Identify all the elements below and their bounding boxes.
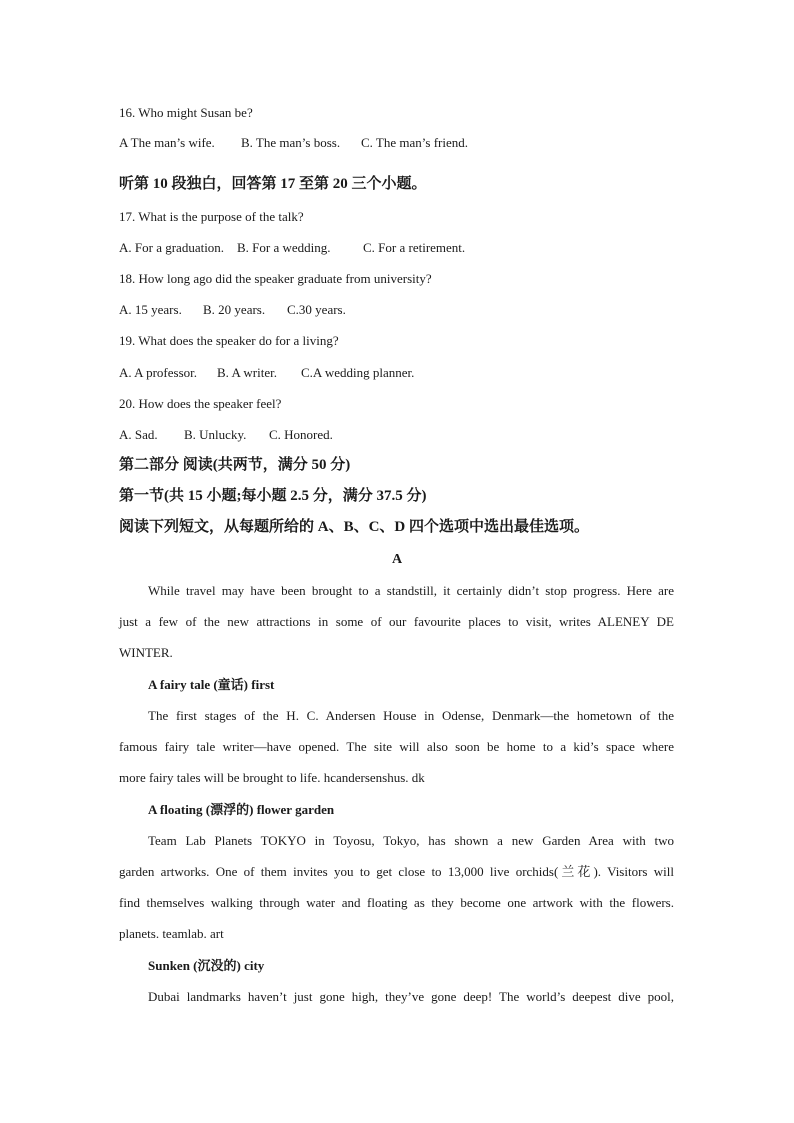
floating-line-1: Team Lab Planets TOKYO in Toyosu, Tokyo, has shown a new Garden Area with two (148, 833, 674, 848)
fairy-line-1: The first stages of the H. C. Andersen House in Odense, Denmark—the hometown of the (148, 708, 674, 723)
q19-options (119, 364, 674, 382)
reading-instruction: 阅读下列短文，从每题所给的 A、B、C、D 四个选项中选出最佳选项。 (119, 519, 590, 535)
section1-heading: 第一节(共 15 小题;每小题 2.5 分，满分 37.5 分) (119, 488, 427, 504)
fairy-title: A fairy tale (童话) first (148, 677, 275, 692)
q19-option-a: A. A professor. (119, 365, 197, 380)
q16-question: 16. Who might Susan be? (119, 105, 253, 120)
part2-heading: 第二部分 阅读(共两节，满分 50 分) (119, 457, 351, 473)
floating-title: A floating (漂浮的) flower garden (148, 802, 335, 817)
floating-line-3: find themselves walking through water and floating as they become one artwork with the flowers. (119, 895, 674, 910)
q20-options (119, 426, 674, 444)
q16-option-b: B. The man’s boss. (241, 135, 341, 150)
q19-option-c: C.A wedding planner. (301, 365, 415, 380)
sunken-line-1: Dubai landmarks haven’t just gone high, they’ve gone deep! The world’s deepest dive pool, (148, 989, 674, 1004)
fairy-line-3: more fairy tales will be brought to life. hcandersenshus. dk (119, 770, 425, 785)
q18-options (119, 301, 674, 319)
intro-line-3: WINTER. (119, 645, 173, 660)
q17-option-c: C. For a retirement. (363, 240, 466, 255)
q20-question: 20. How does the speaker feel? (119, 396, 282, 411)
q18-question: 18. How long ago did the speaker graduate from university? (119, 271, 432, 286)
q17-options (119, 239, 674, 257)
q18-option-c: C.30 years. (287, 302, 346, 317)
section10-instruction: 听第 10 段独白，回答第 17 至第 20 三个小题。 (119, 176, 427, 192)
q20-option-c: C. Honored. (269, 427, 333, 442)
q19-option-b: B. A writer. (217, 365, 277, 380)
q18-option-a: A. 15 years. (119, 302, 182, 317)
passage-label: A (391, 552, 403, 567)
q17-question: 17. What is the purpose of the talk? (119, 209, 304, 224)
intro-line-2: just a few of the new attractions in some of our favourite places to visit, writes ALENEY DE (119, 614, 674, 629)
intro-line-1: While travel may have been brought to a standstill, it certainly didn’t stop progress. Here are (148, 583, 674, 598)
q16-options (119, 134, 674, 152)
q17-option-b: B. For a wedding. (237, 240, 331, 255)
q20-option-a: A. Sad. (119, 427, 158, 442)
q18-option-b: B. 20 years. (203, 302, 266, 317)
floating-line-2: garden artworks. One of them invites you to get close to 13,000 live orchids(兰花). Visitors will (119, 864, 674, 879)
q16-option-a: A The man’s wife. (119, 135, 215, 150)
fairy-line-2: famous fairy tale writer—have opened. The site will also soon be home to a kid’s space where (119, 739, 674, 754)
q19-question: 19. What does the speaker do for a living? (119, 333, 339, 348)
floating-line-4: planets. teamlab. art (119, 926, 224, 941)
sunken-title: Sunken (沉没的) city (148, 958, 265, 973)
q17-option-a: A. For a graduation. (119, 240, 225, 255)
q20-option-b: B. Unlucky. (184, 427, 247, 442)
q16-option-c: C. The man’s friend. (361, 135, 468, 150)
